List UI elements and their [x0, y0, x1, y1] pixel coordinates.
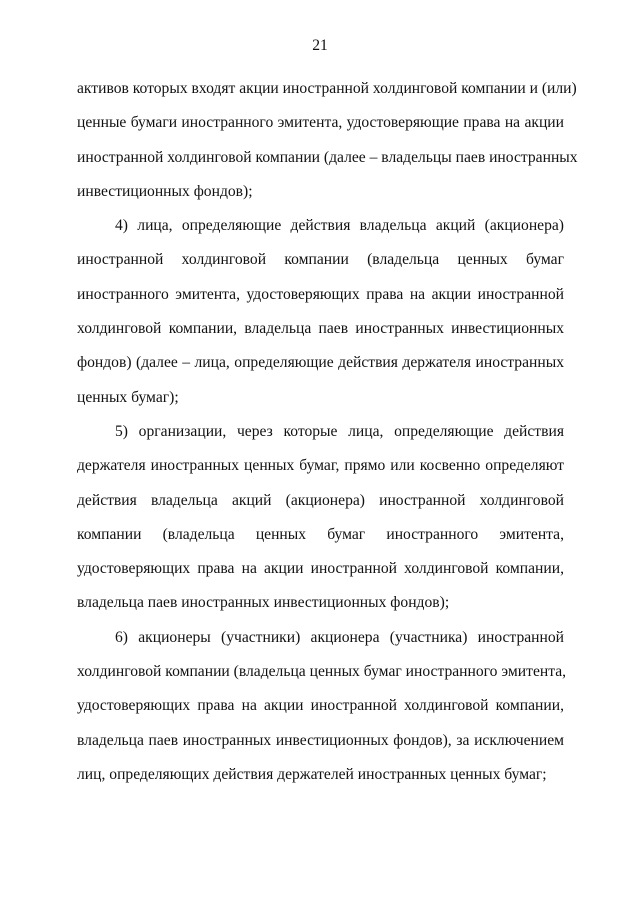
- text-line: компании (владельца ценных бумаг иностранного эмитента,: [77, 525, 564, 543]
- list-item-5-line: 5) организации, через которые лица, определяющие действия: [115, 422, 564, 440]
- text-line: холдинговой компании (владельца ценных бумаг иностранного эмитента,: [77, 663, 567, 681]
- text-line: действия владельца акций (акционера) иностранной холдинговой: [77, 491, 564, 509]
- text-line: владельца паев иностранных инвестиционных фондов);: [77, 594, 450, 612]
- text-line: удостоверяющих права на акции иностранной холдинговой компании,: [77, 560, 564, 578]
- text-line: владельца паев иностранных инвестиционных фондов), за исключением: [77, 731, 564, 749]
- text-line: лиц, определяющих действия держателей иностранных ценных бумаг;: [77, 765, 547, 783]
- text-line: фондов) (далее – лица, определяющие действия держателя иностранных: [77, 354, 564, 372]
- text-line: удостоверяющих права на акции иностранной холдинговой компании,: [77, 697, 564, 715]
- text-line: ценные бумаги иностранного эмитента, удостоверяющие права на акции: [77, 114, 564, 132]
- list-item-4-line: 4) лица, определяющие действия владельца акций (акционера): [115, 217, 564, 235]
- text-line: ценных бумаг);: [77, 388, 179, 406]
- list-item-6-line: 6) акционеры (участники) акционера (участника) иностранной: [115, 628, 564, 646]
- document-body: [77, 72, 578, 792]
- text-line: держателя иностранных ценных бумаг, прямо или косвенно определяют: [77, 457, 564, 475]
- page-number: 21: [312, 37, 328, 54]
- text-line: иностранного эмитента, удостоверяющих права на акции иностранной: [77, 285, 564, 303]
- text-line: иностранной холдинговой компании (далее – владельцы паев иностранных: [77, 148, 578, 166]
- text-line: иностранной холдинговой компании (владельца ценных бумаг: [77, 251, 564, 269]
- text-line: холдинговой компании, владельца паев иностранных инвестиционных: [77, 320, 564, 338]
- text-line: активов которых входят акции иностранной холдинговой компании и (или): [77, 80, 577, 97]
- text-line: инвестиционных фондов);: [77, 182, 253, 200]
